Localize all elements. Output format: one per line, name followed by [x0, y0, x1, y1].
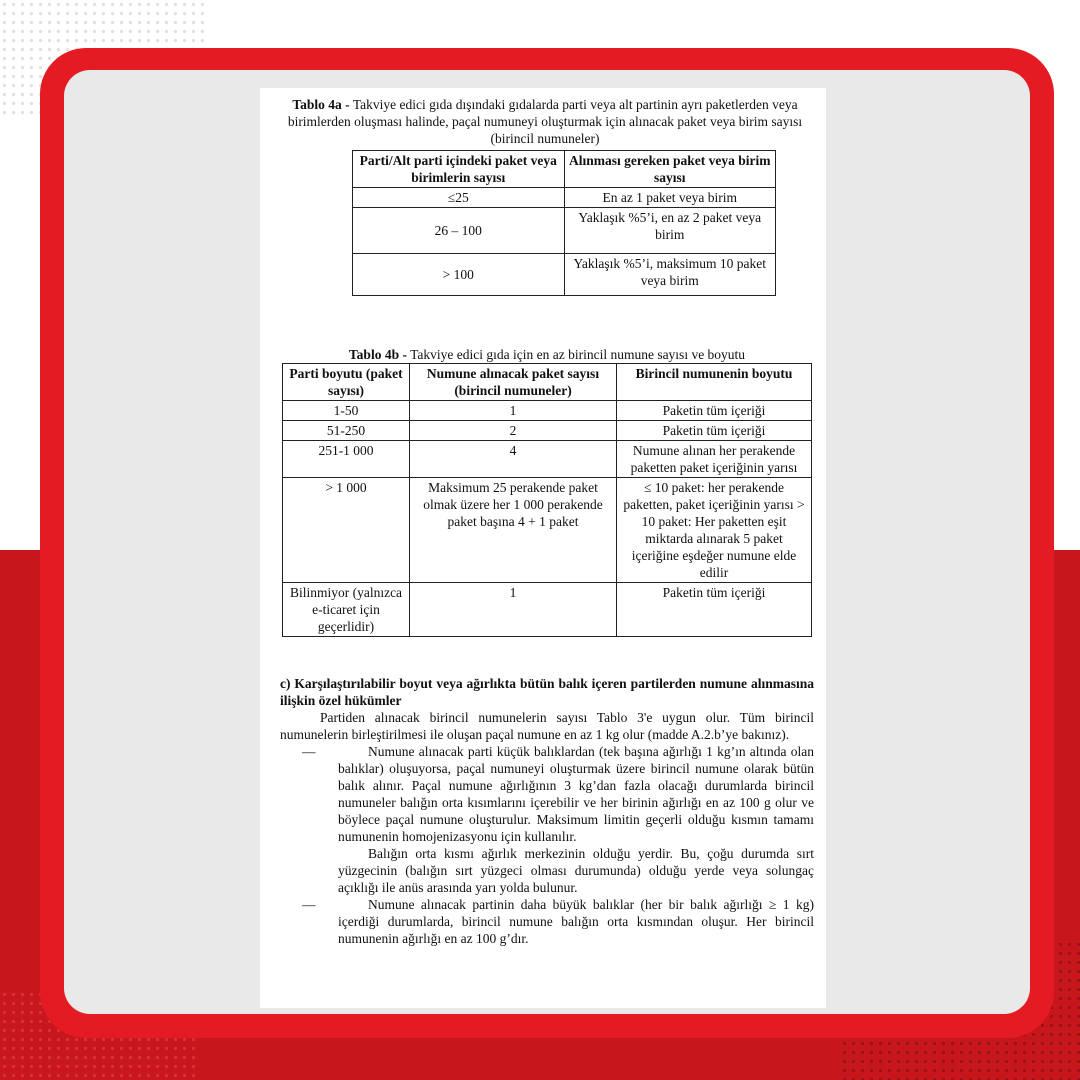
bullet-2-text: Numune alınacak partinin daha büyük balıklar (her bir balık ağırlığı ≥ 1 kg) içerdiği durumlarda, birincil numune balığın orta kısmından oluşur. Her birincil numunenin ağırlığı en az 100 g’dır.: [338, 897, 814, 946]
table-cell: Paketin tüm içeriği: [617, 421, 812, 441]
table-cell: Numune alınan her perakende paketten paket içeriğinin yarısı: [617, 441, 812, 478]
table-row: [283, 421, 812, 441]
tablo-4b-caption-text: Takviye edici gıda için en az birincil numune sayısı ve boyutu: [410, 347, 746, 362]
table-header: Birincil numunenin boyutu: [617, 364, 812, 401]
tablo-4a-caption: [280, 96, 810, 147]
table-row: [353, 208, 776, 254]
table-header: Numune alınacak paket sayısı (birincil numuneler): [410, 364, 617, 401]
section-c-intro: Partiden alınacak birincil numunelerin sayısı Tablo 3'e uygun olur. Tüm birincil numunelerin birleştirilmesi ile oluşan paçal numune en az 1 kg olur (madde A.2.b’ye bakınız).: [280, 710, 814, 742]
table-cell: Paketin tüm içeriği: [617, 583, 812, 637]
tablo-4b-caption: [282, 346, 812, 363]
table-row: [353, 254, 776, 296]
section-c-heading: c) Karşılaştırılabilir boyut veya ağırlıkta bütün balık içeren partilerden numune alınmasına ilişkin özel hükümler: [280, 676, 814, 708]
table-cell: 2: [410, 421, 617, 441]
dash-bullet: —: [302, 897, 316, 912]
tablo-4b-label: Tablo 4b -: [348, 347, 407, 362]
table-cell: ≤25: [353, 188, 565, 208]
bullet-1-text: Numune alınacak parti küçük balıklardan (tek başına ağırlığı 1 kg’ın altında olan balıklar) oluşuyorsa, paçal numuneyi oluşturmak üzere birincil numune olarak bütün balık alınır. Paçal numune ağırlığının 3 kg’dan fazla olacağı durumlarda birincil numuneler balığın orta kısımlarını içerebilir ve her birinin ağırlığı en az 100 g olur ve böylece paçal numune oluşturulur. Maksimum limitin geçerli olduğu kısmın tamamı numunenin homojenizasyonu için kullanılır.: [338, 744, 814, 844]
table-header: Alınması gereken paket veya birim sayısı: [564, 151, 776, 188]
table-cell: 4: [410, 441, 617, 478]
table-cell: > 1 000: [283, 478, 410, 583]
table-cell: 251-1 000: [283, 441, 410, 478]
table-cell: 26 – 100: [353, 208, 565, 254]
table-row: [283, 583, 812, 637]
table-cell: Yaklaşık %5’i, en az 2 paket veya birim: [564, 208, 776, 254]
table-cell: Yaklaşık %5’i, maksimum 10 paket veya birim: [564, 254, 776, 296]
table-row: [283, 441, 812, 478]
tablo-4a-label: Tablo 4a -: [292, 97, 350, 112]
list-item: [280, 896, 814, 947]
table-cell: 1-50: [283, 401, 410, 421]
section-c: [280, 675, 814, 947]
tablo-4b-table: [282, 363, 812, 637]
document-page: [260, 88, 826, 1008]
table-row: [283, 478, 812, 583]
table-cell: ≤ 10 paket: her perakende paketten, paket içeriğinin yarısı > 10 paket: Her paketten eşit miktarda alınarak 5 paket içeriğine eşdeğer numune elde edilir: [617, 478, 812, 583]
table-cell: Bilinmiyor (yalnızca e-ticaret için geçerlidir): [283, 583, 410, 637]
table-header-row: [353, 151, 776, 188]
tablo-4a-table: [352, 150, 776, 296]
table-header: Parti/Alt parti içindeki paket veya birimlerin sayısı: [353, 151, 565, 188]
table-cell: En az 1 paket veya birim: [564, 188, 776, 208]
list-item: [280, 743, 814, 896]
table-cell: 51-250: [283, 421, 410, 441]
table-header: Parti boyutu (paket sayısı): [283, 364, 410, 401]
table-header-row: [283, 364, 812, 401]
table-cell: Maksimum 25 perakende paket olmak üzere her 1 000 perakende paket başına 4 + 1 paket: [410, 478, 617, 583]
table-row: [353, 188, 776, 208]
bullet-1-paragraph-2: Balığın orta kısmı ağırlık merkezinin olduğu yerdir. Bu, çoğu durumda sırt yüzgecinin (balığın sırt yüzgeci olması durumunda) olduğu yerde veya solungaç açıklığı ile anüs arasında yarı yolda bulunur.: [338, 846, 814, 895]
dash-bullet: —: [302, 744, 316, 759]
table-cell: Paketin tüm içeriği: [617, 401, 812, 421]
table-cell: 1: [410, 583, 617, 637]
table-row: [283, 401, 812, 421]
table-cell: > 100: [353, 254, 565, 296]
tablo-4a-caption-text: Takviye edici gıda dışındaki gıdalarda parti veya alt partinin ayrı paketlerden veya birimlerden oluşması halinde, paçal numuneyi oluşturmak için alınacak paket veya birim sayısı (birincil numuneler): [287, 97, 803, 146]
table-cell: 1: [410, 401, 617, 421]
